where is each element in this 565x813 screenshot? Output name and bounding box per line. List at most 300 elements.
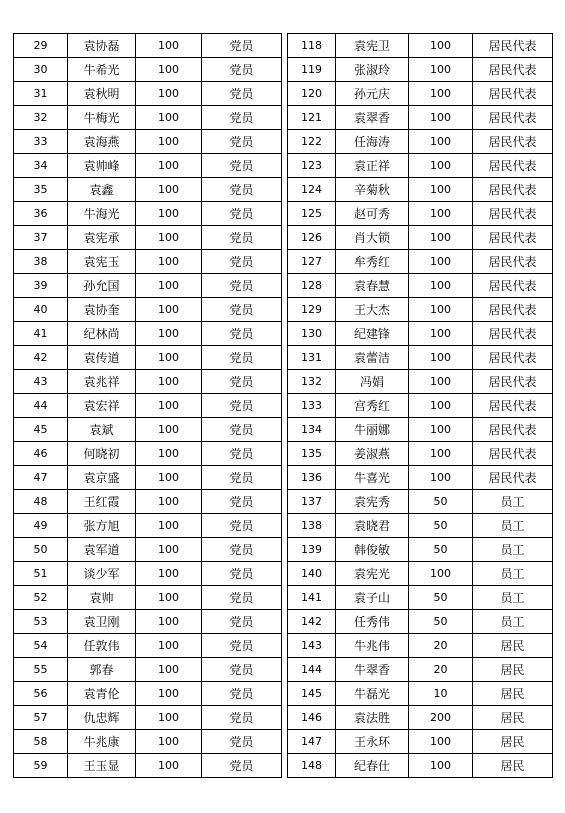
row-number-cell: 143: [288, 634, 336, 658]
name-cell: 袁海燕: [68, 130, 136, 154]
name-cell: 赵可秀: [336, 202, 409, 226]
amount-cell: 100: [136, 250, 202, 274]
role-cell: 党员: [202, 730, 282, 754]
role-cell: 党员: [202, 58, 282, 82]
name-cell: 任敦伟: [68, 634, 136, 658]
row-number-cell: 122: [288, 130, 336, 154]
row-number-cell: 125: [288, 202, 336, 226]
table-row: [14, 58, 282, 82]
role-cell: 党员: [202, 178, 282, 202]
table-row: [288, 82, 553, 106]
row-number-cell: 43: [14, 370, 68, 394]
amount-cell: 100: [136, 754, 202, 778]
amount-cell: 100: [136, 34, 202, 58]
table-row: [288, 586, 553, 610]
name-cell: 袁春慧: [336, 274, 409, 298]
role-cell: 党员: [202, 658, 282, 682]
name-cell: 王大杰: [336, 298, 409, 322]
table-row: [14, 346, 282, 370]
row-number-cell: 40: [14, 298, 68, 322]
name-cell: 袁协奎: [68, 298, 136, 322]
name-cell: 韩俊敏: [336, 538, 409, 562]
row-number-cell: 36: [14, 202, 68, 226]
table-row: [288, 322, 553, 346]
row-number-cell: 129: [288, 298, 336, 322]
table-row: [288, 514, 553, 538]
row-number-cell: 52: [14, 586, 68, 610]
row-number-cell: 126: [288, 226, 336, 250]
role-cell: 党员: [202, 106, 282, 130]
role-cell: 员工: [473, 562, 553, 586]
role-cell: 党员: [202, 274, 282, 298]
row-number-cell: 148: [288, 754, 336, 778]
name-cell: 袁帅: [68, 586, 136, 610]
role-cell: 居民代表: [473, 322, 553, 346]
name-cell: 牛喜光: [336, 466, 409, 490]
amount-cell: 50: [409, 490, 473, 514]
table-row: [288, 682, 553, 706]
role-cell: 居民代表: [473, 250, 553, 274]
name-cell: 牛兆伟: [336, 634, 409, 658]
role-cell: 居民代表: [473, 58, 553, 82]
row-number-cell: 49: [14, 514, 68, 538]
row-number-cell: 51: [14, 562, 68, 586]
table-row: [14, 538, 282, 562]
amount-cell: 100: [409, 106, 473, 130]
row-number-cell: 121: [288, 106, 336, 130]
row-number-cell: 56: [14, 682, 68, 706]
role-cell: 党员: [202, 298, 282, 322]
table-row: [14, 514, 282, 538]
role-cell: 党员: [202, 586, 282, 610]
role-cell: 居民代表: [473, 82, 553, 106]
role-cell: 居民: [473, 658, 553, 682]
role-cell: 员工: [473, 538, 553, 562]
table-body-right: [288, 34, 553, 778]
role-cell: 党员: [202, 490, 282, 514]
role-cell: 党员: [202, 82, 282, 106]
table-row: [288, 106, 553, 130]
amount-cell: 100: [409, 130, 473, 154]
role-cell: 党员: [202, 610, 282, 634]
row-number-cell: 57: [14, 706, 68, 730]
table-row: [288, 706, 553, 730]
name-cell: 袁帅峰: [68, 154, 136, 178]
name-cell: 袁晓君: [336, 514, 409, 538]
name-cell: 袁鑫: [68, 178, 136, 202]
row-number-cell: 54: [14, 634, 68, 658]
row-number-cell: 127: [288, 250, 336, 274]
role-cell: 员工: [473, 490, 553, 514]
table-row: [14, 418, 282, 442]
table-row: [288, 730, 553, 754]
name-cell: 肖大锁: [336, 226, 409, 250]
table-row: [14, 634, 282, 658]
name-cell: 袁协磊: [68, 34, 136, 58]
name-cell: 宫秀红: [336, 394, 409, 418]
amount-cell: 100: [136, 322, 202, 346]
role-cell: 居民代表: [473, 106, 553, 130]
row-number-cell: 32: [14, 106, 68, 130]
table-row: [14, 370, 282, 394]
amount-cell: 100: [409, 418, 473, 442]
row-number-cell: 131: [288, 346, 336, 370]
name-cell: 袁卫刚: [68, 610, 136, 634]
table-row: [288, 610, 553, 634]
row-number-cell: 33: [14, 130, 68, 154]
role-cell: 党员: [202, 466, 282, 490]
amount-cell: 50: [409, 586, 473, 610]
table-row: [288, 130, 553, 154]
amount-cell: 100: [136, 586, 202, 610]
row-number-cell: 46: [14, 442, 68, 466]
row-number-cell: 35: [14, 178, 68, 202]
role-cell: 居民代表: [473, 274, 553, 298]
amount-cell: 100: [136, 82, 202, 106]
role-cell: 党员: [202, 322, 282, 346]
role-cell: 员工: [473, 514, 553, 538]
table-row: [288, 298, 553, 322]
name-cell: 王红霞: [68, 490, 136, 514]
amount-cell: 100: [136, 346, 202, 370]
role-cell: 居民代表: [473, 202, 553, 226]
table-row: [14, 298, 282, 322]
row-number-cell: 47: [14, 466, 68, 490]
row-number-cell: 41: [14, 322, 68, 346]
name-cell: 张淑玲: [336, 58, 409, 82]
amount-cell: 100: [409, 562, 473, 586]
role-cell: 党员: [202, 538, 282, 562]
row-number-cell: 44: [14, 394, 68, 418]
row-number-cell: 138: [288, 514, 336, 538]
row-number-cell: 58: [14, 730, 68, 754]
role-cell: 党员: [202, 154, 282, 178]
table-row: [14, 466, 282, 490]
table-body-left: [14, 34, 282, 778]
name-cell: 牛希光: [68, 58, 136, 82]
table-row: [288, 226, 553, 250]
table-row: [288, 202, 553, 226]
name-cell: 谈少军: [68, 562, 136, 586]
role-cell: 党员: [202, 202, 282, 226]
row-number-cell: 133: [288, 394, 336, 418]
table-row: [14, 106, 282, 130]
amount-cell: 100: [136, 658, 202, 682]
role-cell: 党员: [202, 514, 282, 538]
table-row: [288, 634, 553, 658]
amount-cell: 50: [409, 610, 473, 634]
name-cell: 孙允国: [68, 274, 136, 298]
role-cell: 居民: [473, 730, 553, 754]
role-cell: 党员: [202, 418, 282, 442]
amount-cell: 100: [136, 538, 202, 562]
row-number-cell: 140: [288, 562, 336, 586]
row-number-cell: 130: [288, 322, 336, 346]
role-cell: 居民代表: [473, 226, 553, 250]
role-cell: 居民代表: [473, 346, 553, 370]
role-cell: 居民代表: [473, 154, 553, 178]
amount-cell: 100: [136, 130, 202, 154]
role-cell: 居民代表: [473, 178, 553, 202]
amount-cell: 100: [136, 562, 202, 586]
row-number-cell: 55: [14, 658, 68, 682]
row-number-cell: 48: [14, 490, 68, 514]
name-cell: 任海涛: [336, 130, 409, 154]
table-row: [14, 754, 282, 778]
name-cell: 牛翠香: [336, 658, 409, 682]
amount-cell: 100: [409, 178, 473, 202]
row-number-cell: 120: [288, 82, 336, 106]
name-cell: 袁法胜: [336, 706, 409, 730]
row-number-cell: 42: [14, 346, 68, 370]
amount-cell: 100: [136, 202, 202, 226]
name-cell: 袁宪秀: [336, 490, 409, 514]
name-cell: 纪春仕: [336, 754, 409, 778]
row-number-cell: 136: [288, 466, 336, 490]
name-cell: 纪建锋: [336, 322, 409, 346]
row-number-cell: 134: [288, 418, 336, 442]
table-row: [288, 394, 553, 418]
amount-cell: 100: [409, 226, 473, 250]
table-row: [14, 250, 282, 274]
role-cell: 居民: [473, 682, 553, 706]
amount-cell: 200: [409, 706, 473, 730]
name-cell: 袁蕾洁: [336, 346, 409, 370]
amount-cell: 100: [136, 634, 202, 658]
role-cell: 居民: [473, 634, 553, 658]
amount-cell: 100: [136, 178, 202, 202]
name-cell: 袁宪光: [336, 562, 409, 586]
table-row: [14, 658, 282, 682]
amount-cell: 50: [409, 538, 473, 562]
table-row: [14, 82, 282, 106]
table-row: [288, 418, 553, 442]
table-row: [14, 130, 282, 154]
role-cell: 居民代表: [473, 442, 553, 466]
amount-cell: 100: [409, 154, 473, 178]
table-row: [14, 442, 282, 466]
name-cell: 袁宏祥: [68, 394, 136, 418]
table-row: [288, 58, 553, 82]
name-cell: 牛兆康: [68, 730, 136, 754]
amount-cell: 100: [409, 58, 473, 82]
table-row: [288, 154, 553, 178]
table-row: [288, 178, 553, 202]
amount-cell: 100: [409, 82, 473, 106]
row-number-cell: 53: [14, 610, 68, 634]
amount-cell: 100: [409, 346, 473, 370]
amount-cell: 100: [409, 394, 473, 418]
amount-cell: 10: [409, 682, 473, 706]
name-cell: 袁宪卫: [336, 34, 409, 58]
role-cell: 员工: [473, 586, 553, 610]
name-cell: 牛梅光: [68, 106, 136, 130]
row-number-cell: 59: [14, 754, 68, 778]
name-cell: 牛海光: [68, 202, 136, 226]
role-cell: 党员: [202, 706, 282, 730]
row-number-cell: 30: [14, 58, 68, 82]
row-number-cell: 31: [14, 82, 68, 106]
row-number-cell: 128: [288, 274, 336, 298]
role-cell: 居民代表: [473, 466, 553, 490]
name-cell: 任秀伟: [336, 610, 409, 634]
amount-cell: 20: [409, 634, 473, 658]
table-row: [288, 562, 553, 586]
row-number-cell: 144: [288, 658, 336, 682]
amount-cell: 100: [136, 154, 202, 178]
name-cell: 孙元庆: [336, 82, 409, 106]
donation-table-right: [287, 33, 553, 778]
amount-cell: 100: [409, 274, 473, 298]
name-cell: 仇忠辉: [68, 706, 136, 730]
amount-cell: 100: [136, 490, 202, 514]
table-row: [288, 274, 553, 298]
amount-cell: 100: [136, 106, 202, 130]
row-number-cell: 137: [288, 490, 336, 514]
row-number-cell: 119: [288, 58, 336, 82]
amount-cell: 100: [136, 466, 202, 490]
role-cell: 党员: [202, 442, 282, 466]
amount-cell: 100: [136, 226, 202, 250]
amount-cell: 100: [409, 466, 473, 490]
amount-cell: 100: [409, 298, 473, 322]
name-cell: 张方旭: [68, 514, 136, 538]
name-cell: 袁传道: [68, 346, 136, 370]
role-cell: 党员: [202, 130, 282, 154]
role-cell: 党员: [202, 394, 282, 418]
name-cell: 纪林尚: [68, 322, 136, 346]
table-row: [288, 250, 553, 274]
name-cell: 牛丽娜: [336, 418, 409, 442]
amount-cell: 100: [409, 34, 473, 58]
name-cell: 袁京盛: [68, 466, 136, 490]
row-number-cell: 145: [288, 682, 336, 706]
name-cell: 王永环: [336, 730, 409, 754]
amount-cell: 100: [136, 514, 202, 538]
table-row: [14, 490, 282, 514]
table-row: [288, 370, 553, 394]
name-cell: 袁宪承: [68, 226, 136, 250]
table-row: [14, 34, 282, 58]
name-cell: 姜淑燕: [336, 442, 409, 466]
name-cell: 袁兆祥: [68, 370, 136, 394]
row-number-cell: 146: [288, 706, 336, 730]
table-row: [288, 538, 553, 562]
donation-table-left: [13, 33, 282, 778]
amount-cell: 100: [409, 754, 473, 778]
row-number-cell: 147: [288, 730, 336, 754]
row-number-cell: 124: [288, 178, 336, 202]
name-cell: 辛菊秋: [336, 178, 409, 202]
amount-cell: 100: [409, 370, 473, 394]
table-row: [14, 730, 282, 754]
role-cell: 居民: [473, 706, 553, 730]
amount-cell: 100: [409, 250, 473, 274]
role-cell: 居民代表: [473, 34, 553, 58]
role-cell: 员工: [473, 610, 553, 634]
row-number-cell: 34: [14, 154, 68, 178]
role-cell: 党员: [202, 754, 282, 778]
table-row: [14, 274, 282, 298]
name-cell: 袁军道: [68, 538, 136, 562]
row-number-cell: 135: [288, 442, 336, 466]
table-row: [14, 226, 282, 250]
row-number-cell: 39: [14, 274, 68, 298]
amount-cell: 100: [136, 58, 202, 82]
row-number-cell: 37: [14, 226, 68, 250]
amount-cell: 100: [136, 418, 202, 442]
amount-cell: 100: [409, 202, 473, 226]
row-number-cell: 132: [288, 370, 336, 394]
amount-cell: 100: [136, 394, 202, 418]
table-row: [14, 394, 282, 418]
amount-cell: 100: [136, 706, 202, 730]
role-cell: 党员: [202, 34, 282, 58]
name-cell: 王玉显: [68, 754, 136, 778]
amount-cell: 100: [136, 730, 202, 754]
table-row: [14, 154, 282, 178]
table-row: [14, 322, 282, 346]
role-cell: 党员: [202, 634, 282, 658]
name-cell: 袁正祥: [336, 154, 409, 178]
name-cell: 袁青伦: [68, 682, 136, 706]
amount-cell: 100: [136, 274, 202, 298]
amount-cell: 20: [409, 658, 473, 682]
role-cell: 党员: [202, 562, 282, 586]
row-number-cell: 123: [288, 154, 336, 178]
role-cell: 党员: [202, 250, 282, 274]
name-cell: 袁子山: [336, 586, 409, 610]
table-row: [288, 34, 553, 58]
name-cell: 袁翠香: [336, 106, 409, 130]
role-cell: 居民代表: [473, 418, 553, 442]
name-cell: 牟秀红: [336, 250, 409, 274]
role-cell: 居民代表: [473, 370, 553, 394]
table-row: [14, 610, 282, 634]
row-number-cell: 141: [288, 586, 336, 610]
row-number-cell: 45: [14, 418, 68, 442]
amount-cell: 100: [409, 322, 473, 346]
role-cell: 居民代表: [473, 298, 553, 322]
row-number-cell: 142: [288, 610, 336, 634]
role-cell: 党员: [202, 346, 282, 370]
row-number-cell: 139: [288, 538, 336, 562]
amount-cell: 100: [136, 682, 202, 706]
amount-cell: 100: [136, 298, 202, 322]
table-row: [288, 754, 553, 778]
role-cell: 居民: [473, 754, 553, 778]
amount-cell: 100: [136, 370, 202, 394]
table-row: [14, 682, 282, 706]
table-row: [14, 178, 282, 202]
table-row: [288, 490, 553, 514]
role-cell: 党员: [202, 226, 282, 250]
table-row: [288, 346, 553, 370]
row-number-cell: 38: [14, 250, 68, 274]
role-cell: 居民代表: [473, 130, 553, 154]
role-cell: 党员: [202, 370, 282, 394]
role-cell: 党员: [202, 682, 282, 706]
table-row: [14, 706, 282, 730]
name-cell: 牛磊光: [336, 682, 409, 706]
name-cell: 袁宪玉: [68, 250, 136, 274]
name-cell: 冯娟: [336, 370, 409, 394]
amount-cell: 100: [409, 730, 473, 754]
name-cell: 何晓初: [68, 442, 136, 466]
table-row: [14, 586, 282, 610]
table-row: [14, 202, 282, 226]
row-number-cell: 50: [14, 538, 68, 562]
